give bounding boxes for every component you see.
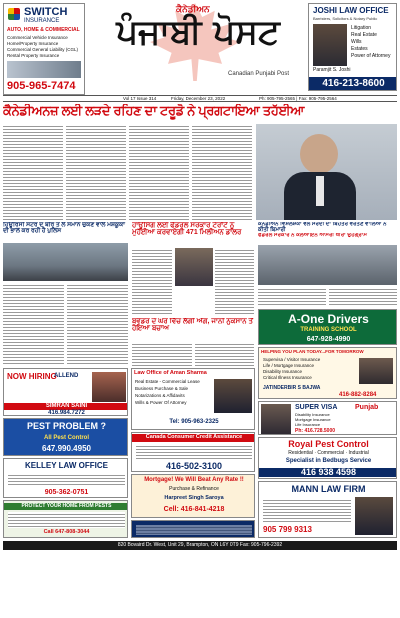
royal-phone: 416 938 4598 [259, 468, 397, 477]
switch-brand: SWITCH [24, 6, 68, 18]
protect-phone: Call 647-808-3044 [43, 529, 90, 535]
joshi-service: Wills [351, 39, 362, 45]
joshi-title: JOSHI LAW OFFICE [313, 6, 389, 15]
joshi-law-ad[interactable] [308, 3, 397, 91]
story2-column [67, 283, 128, 365]
story2-headline: ਹਿਊਰਿਸੀ ਸਟੋਰ ਦੇ ਬੀਰੇ ਤੋਂ ਲੈ ਸਮਾਨ ਚੁੱਕਣ ਵਾਲੇ ਮਸ਼ਕੂਕਾਂ ਦੀ ਭਾਲ ਕਰ ਰਹੀ ਹੈ ਪੁਲਿਸ [3, 222, 125, 235]
story6-headline: ਬਵੰਡਰ ਦੇ ਘਰ ਵਿੱਚ ਲੱਗੀ ਅੱਗ, ਜਾਨੀ ਨੁਕਸਾਨ ਤੋਂ ਹੋਇਆ ਬਚਾਅ [132, 318, 254, 333]
story3-headline: ਹਾਊਸਿੰਗ ਲਈ ਫੈਡਰਲ ਸਰਕਾਰ ਟੋਰਾਂਟੋ ਨੂੰ ਮੁਹੱਈਆ ਕਰਵਾਏਗੀ 471 ਮਿਲੀਅਨ ਡਾਲਰ [132, 222, 242, 237]
super-visa-title: SUPER VISA [295, 404, 338, 411]
dateline-date: Friday, December 23, 2022 [171, 96, 226, 101]
protest-photo [258, 245, 397, 285]
trudeau-photo [256, 124, 397, 220]
a-one-title: A-One Drivers [288, 312, 369, 326]
royal-title: Royal Pest Control [288, 439, 369, 449]
helping-line: Supervisa / Visitor Insurance [263, 357, 321, 362]
joshi-service: Estates [351, 46, 368, 52]
story6-column [132, 342, 192, 366]
joshi-person: Paramjit S. Joshi [313, 67, 351, 73]
hiring-brand: ALLEND [54, 373, 79, 379]
switch-line: Home/Property Insurance [7, 41, 59, 46]
switch-line: Rental Property Insurance [7, 53, 60, 58]
super-visa-brand: Punjab [355, 404, 379, 411]
helping-line: Life / Mortgage Insurance [263, 363, 315, 368]
agent-photo [359, 358, 393, 384]
joshi-service: Power of Attorney [351, 53, 391, 59]
protect-body [8, 512, 125, 528]
mortgage-title: Mortgage! We Will Beat Any Rate !! [144, 477, 244, 483]
aman-title: Law Office of Aman Sharma [134, 370, 207, 376]
kelley-body [8, 473, 125, 487]
switch-phone: 905-965-7474 [7, 80, 76, 92]
center-bottom-text [136, 525, 252, 535]
helping-line: Critical Illness Insurance [263, 375, 312, 380]
credit-phone: 416-502-3100 [165, 461, 223, 471]
main-story-column [192, 124, 252, 220]
official-photo [175, 248, 213, 286]
protect-title: PROTECT YOUR HOME FROM PESTS [4, 503, 128, 510]
masthead-tagline: Canadian Punjabi Post [228, 71, 290, 77]
mortgage-name: Harpreet Singh Saroya [164, 495, 224, 501]
switch-line: Commercial General Liability (CGL) [7, 47, 79, 52]
protect-home-ad[interactable] [3, 500, 128, 538]
super-visa-line: Disability Insurance [295, 412, 330, 417]
dateline-issue: Vol 17 Issue 314 [123, 96, 157, 101]
pest-left-title: PEST PROBLEM ? [26, 421, 106, 431]
mortgage-phone: Cell: 416-841-4218 [163, 506, 225, 513]
joshi-phone: 416-213-8600 [309, 77, 397, 91]
story2-column [3, 283, 64, 365]
agent-photo [261, 404, 291, 434]
bajwa-insurance-ad[interactable] [258, 347, 397, 399]
credit-title: Canada Consumer Credit Assistance [132, 434, 255, 442]
kelley-title: KELLEY LAW OFFICE [25, 461, 108, 470]
super-visa-phone: Ph: 416.728.5000 [295, 428, 336, 434]
story3-column [215, 248, 254, 316]
helping-title: HELPING YOU PLAN TODAY...FOR TOMORROW [261, 349, 364, 354]
aman-phone: Tel: 905-963-2325 [169, 419, 219, 425]
helping-phone: 416-882-8284 [339, 392, 377, 398]
mortgage-ad[interactable] [131, 474, 255, 518]
story4-headline: ਕੈਨੇਡੀਅਨ ਵਿਸ਼ਲੇਸ਼ਕਾਂ ਵਲੋਂ ਸਰਦੀ ਦਾ ਬਿਹਤਰ ਵਰਤਣ ਵਾਲਿਆਂ ਨੇ ਕੀਤੀ ਬਿਮਾਰੀ [258, 222, 387, 232]
aman-sharma-law-ad[interactable] [131, 368, 255, 430]
mann-title: MANN LAW FIRM [291, 484, 366, 494]
a-one-phone: 647-928-4990 [306, 336, 351, 343]
switch-logo-icon [8, 8, 20, 20]
switch-line: Commercial Vehicle Insurance [7, 35, 68, 40]
agent-photo [92, 372, 126, 402]
pest-problem-ad[interactable] [3, 418, 128, 456]
super-visa-line: Life Insurance [295, 422, 321, 427]
aman-line: Business Purchase & Sale [135, 386, 189, 391]
pest-left-phone: 647.990.4950 [42, 444, 91, 453]
mortgage-line: Purchase & Refinance [169, 486, 219, 492]
royal-line2: Specialist in Bedbugs Service [285, 458, 372, 464]
masthead-title: ਪੰਜਾਬੀ ਪੋਸਟ [116, 12, 280, 52]
dateline-phone: Ph: 905-795-2565 | Fax: 905-795-2564 [259, 96, 337, 101]
story5-column [329, 287, 397, 307]
masthead-prefix: ਕੈਨੇਡੀਅਨ [176, 4, 210, 14]
kelley-law-ad[interactable] [3, 458, 128, 498]
masthead [88, 3, 306, 83]
lawyer-photo [214, 379, 252, 413]
helping-line: Disability Insurance [263, 369, 303, 374]
hiring-name: SIMRAN SAINI [4, 403, 128, 410]
main-story-column [3, 124, 63, 220]
lawyer-photo [313, 24, 347, 66]
helping-name: JATINDERBIR S BAJWA [263, 385, 321, 391]
super-visa-ad[interactable] [258, 401, 397, 435]
story5-column [258, 287, 326, 307]
main-story-column [129, 124, 189, 220]
joshi-service: Real Estate [351, 32, 377, 38]
a-one-subtitle: TRAINING SCHOOL [300, 327, 357, 333]
main-story-column [66, 124, 126, 220]
footer-bar: 820 Bovaird Dr. West, Unit 29, Brampton, ON L6Y 0T9 Fax: 905-796-2392 [3, 541, 397, 550]
a-one-drivers-ad[interactable] [258, 309, 397, 345]
switch-insurance-ad[interactable] [3, 3, 85, 95]
credit-assistance-ad[interactable] [131, 432, 255, 472]
story5-headline: ਫੈਡਰਲ ਸਰਕਾਰ ਨੇ ਕੋਲਆਇਨ ਆਸਰੀ ਖੀਰਾ ਉਹਗ੍ਰਾਮ [258, 233, 368, 238]
credit-body [136, 444, 252, 460]
center-bottom-ad[interactable] [131, 520, 255, 538]
switch-ad-photo [7, 61, 81, 78]
aman-line: Real Estate - Commercial Lease [135, 379, 200, 384]
joshi-service: Litigation [351, 25, 372, 31]
switch-brand-sub: INSURANCE [24, 18, 60, 24]
mann-body [263, 498, 351, 522]
aman-line: Wills & Power Of Attorney [135, 400, 187, 405]
hiring-phone: 416.984.7272 [48, 410, 85, 416]
dateline-bar [3, 95, 397, 102]
switch-tagline: AUTO, HOME & COMMERCIAL [7, 27, 80, 33]
aman-line: Notarizations & Affidavits [135, 393, 185, 398]
pest-left-line: All Pest Control [43, 435, 89, 441]
royal-pest-control-ad[interactable] [258, 437, 397, 479]
story6-column [195, 342, 254, 366]
royal-subtitle: Residential · Commercial · Industrial [288, 450, 369, 456]
kelley-phone: 905-362-0751 [44, 489, 89, 496]
mann-law-firm-ad[interactable] [258, 481, 397, 538]
now-hiring-ad[interactable] [3, 368, 128, 416]
lawyer-photo [355, 497, 393, 535]
mann-phone: 905 799 9313 [263, 525, 312, 534]
store-photo [3, 243, 128, 281]
hiring-title: NOW HIRING [7, 372, 57, 381]
main-headline: ਕੈਨੇਡੀਅਨਜ਼ ਲਈ ਲੜਦੇ ਰਹਿਣ ਦਾ ਟਰੂਡੋ ਨੇ ਪ੍ਰਗਟਾਇਆ ਤਹੱਈਆ [3, 104, 305, 118]
super-visa-line: Mortgage Insurance [295, 417, 331, 422]
joshi-subtitle: Barristers, Solicitors & Notary Public [313, 16, 378, 21]
story3-column [132, 248, 172, 316]
